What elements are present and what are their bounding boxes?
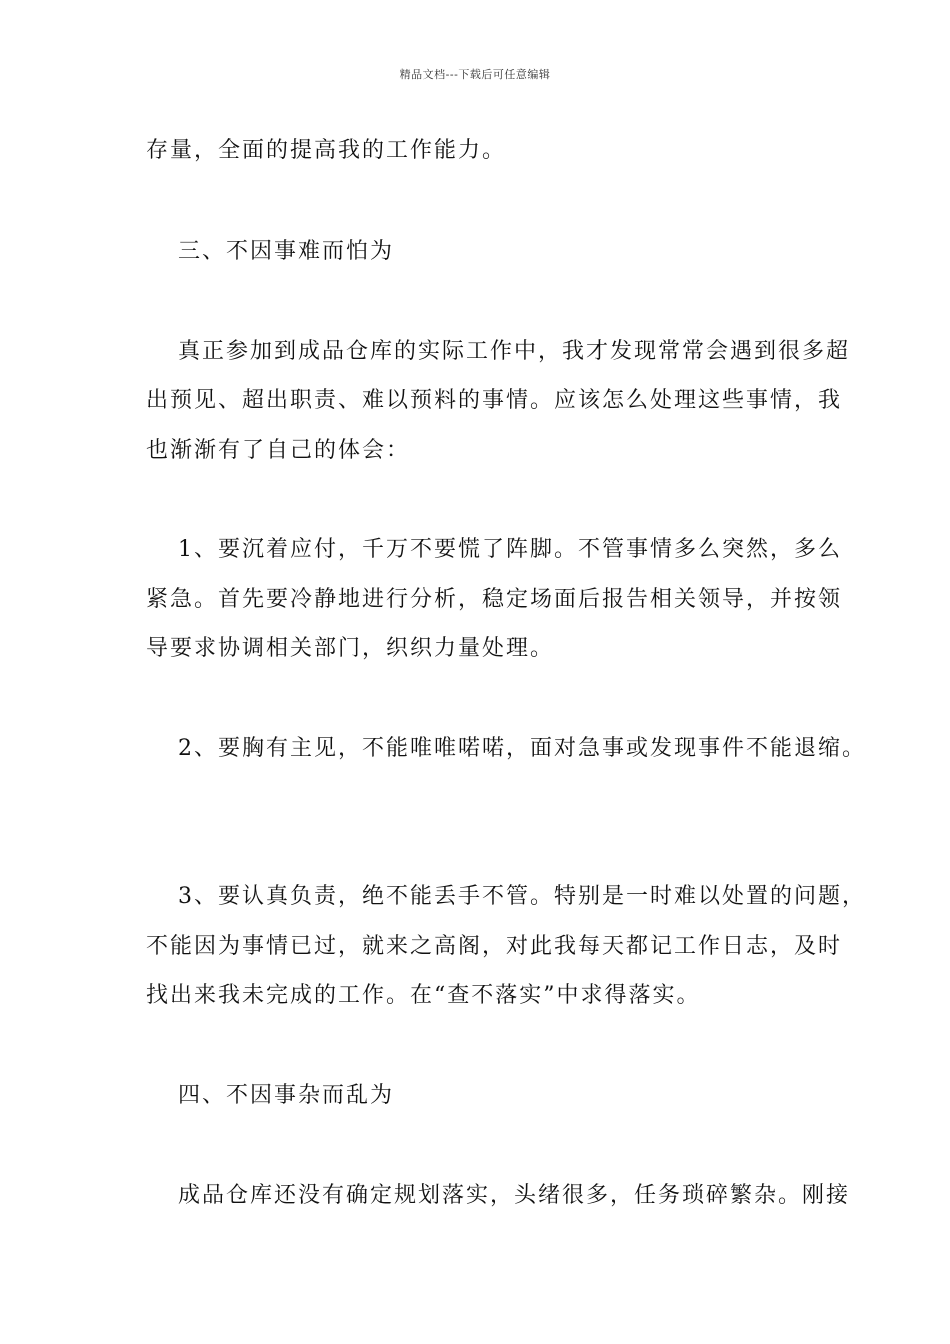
page-header: 精品文档---下载后可任意编辑 bbox=[399, 68, 551, 81]
text-line: 紧急。首先要冷静地进行分析，稳定场面后报告相关领导，并按领 bbox=[146, 587, 843, 612]
text-line: 找出来我未完成的工作。在“查不落实”中求得落实。 bbox=[146, 983, 701, 1008]
list-item-line: 2、要胸有主见，不能唯唯喏喏，面对急事或发现事件不能退缩。 bbox=[178, 736, 866, 761]
text-line: 不能因为事情已过，就来之高阁，对此我每天都记工作日志，及时 bbox=[146, 934, 843, 959]
section-heading: 三、不因事难而怕为 bbox=[178, 239, 395, 264]
text-line: 真正参加到成品仓库的实际工作中，我才发现常常会遇到很多超 bbox=[178, 339, 851, 364]
text-line: 成品仓库还没有确定规划落实，头绪很多，任务琐碎繁杂。刚接 bbox=[178, 1183, 851, 1208]
section-heading: 四、不因事杂而乱为 bbox=[178, 1083, 395, 1108]
list-item-line: 3、要认真负责，绝不能丢手不管。特别是一时难以处置的问题， bbox=[178, 884, 866, 909]
text-line: 出预见、超出职责、难以预料的事情。应该怎么处理这些事情，我 bbox=[146, 388, 843, 413]
text-line: 导要求协调相关部门，织织力量处理。 bbox=[146, 636, 555, 661]
list-item-line: 1、要沉着应付，千万不要慌了阵脚。不管事情多么突然，多么 bbox=[178, 537, 842, 562]
text-line: 存量，全面的提高我的工作能力。 bbox=[146, 138, 507, 163]
text-line: 也渐渐有了自己的体会： bbox=[146, 438, 411, 463]
